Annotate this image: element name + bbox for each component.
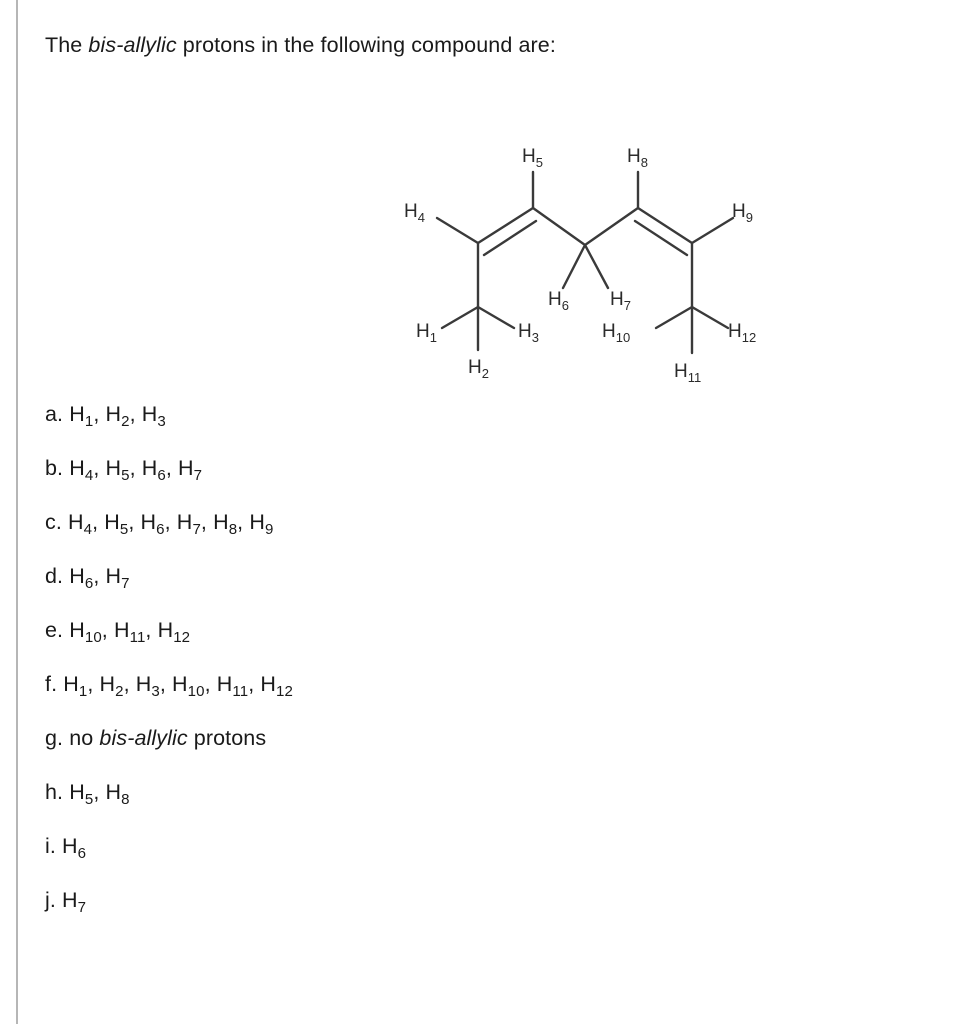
atom-sub-h9: 9 <box>745 210 753 225</box>
atom-label-h8: $H_8$ <box>627 146 648 170</box>
answer-option-a[interactable] <box>45 404 905 458</box>
bond-h3 <box>478 307 514 328</box>
answer-option-text: h. $H_5$, $H_8$ <box>45 780 130 808</box>
atom-label-h6: $H_6$ <box>548 289 569 313</box>
question-prompt <box>45 32 556 59</box>
bond-h9 <box>692 218 733 243</box>
atom-label-h1: $H_1$ <box>416 321 437 345</box>
atom-sub-h5: 5 <box>535 155 543 170</box>
answer-option-text: a. $H_1$, $H_2$, $H_3$ <box>45 402 166 430</box>
atom-sub-h10: 10 <box>615 330 631 345</box>
atom-sub-h2: 2 <box>481 366 489 381</box>
atom-label-h9: $H_9$ <box>732 201 753 225</box>
answer-option-text: d. $H_6$, $H_7$ <box>45 564 130 592</box>
answer-option-f[interactable] <box>45 674 905 728</box>
atom-label-h3: $H_3$ <box>518 321 539 345</box>
atom-label-h11: $H_{11}$ <box>674 361 702 385</box>
compound-structure-figure <box>380 125 780 395</box>
answer-option-text: c. $H_4$, $H_5$, $H_6$, $H_7$, $H_8$, $H_9$ <box>45 510 274 538</box>
answer-option-b[interactable] <box>45 458 905 512</box>
answer-option-h[interactable] <box>45 782 905 836</box>
atom-label-h12: $H_{12}$ <box>728 321 757 345</box>
answer-option-text: e. $H_{10}$, $H_{11}$, $H_{12}$ <box>45 618 191 646</box>
atom-label-h7: $H_7$ <box>610 289 631 313</box>
atom-labels <box>404 146 756 385</box>
atom-label-h4: $H_4$ <box>404 201 425 225</box>
bond-h12 <box>692 307 728 328</box>
bond-h7 <box>585 245 608 288</box>
structure-svg <box>380 125 780 395</box>
atom-sub-h3: 3 <box>531 330 539 345</box>
atom-sub-h4: 4 <box>417 210 425 225</box>
bond-h1 <box>442 307 478 328</box>
atom-sub-h8: 8 <box>640 155 648 170</box>
bond-c3-ch2 <box>533 208 585 245</box>
answer-option-text: i. $H_6$ <box>45 834 87 862</box>
answer-option-i[interactable] <box>45 836 905 890</box>
answer-option-c[interactable] <box>45 512 905 566</box>
bond-double-right-inner <box>635 221 687 255</box>
bond-h6 <box>563 245 585 288</box>
atom-label-h10: $H_{10}$ <box>602 321 631 345</box>
answer-option-text: g. no bis-allylic protons <box>45 726 267 750</box>
prompt-suffix: protons in the following compound are: <box>176 33 556 57</box>
answer-option-e[interactable] <box>45 620 905 674</box>
bond-double-right-outer <box>638 208 692 243</box>
atom-label-h5: $H_5$ <box>522 146 543 170</box>
atom-sub-h12: 12 <box>741 330 757 345</box>
prompt-prefix: The <box>45 33 89 57</box>
atom-sub-h1: 1 <box>429 330 437 345</box>
bond-double-left-outer <box>478 208 533 243</box>
atom-sub-h7: 7 <box>623 298 631 313</box>
answer-option-d[interactable] <box>45 566 905 620</box>
bond-ch2-c5 <box>585 208 638 245</box>
answer-option-text: f. $H_1$, $H_2$, $H_3$, $H_{10}$, $H_{11}$, $H_{12}$ <box>45 672 293 700</box>
answer-option-j[interactable] <box>45 890 905 944</box>
bond-h10 <box>656 307 692 328</box>
atom-label-h2: $H_2$ <box>468 357 489 381</box>
bond-lines <box>437 172 733 353</box>
atom-sub-h6: 6 <box>561 298 569 313</box>
answer-option-text: b. $H_4$, $H_5$, $H_6$, $H_7$ <box>45 456 203 484</box>
answer-option-text: j. $H_7$ <box>45 888 87 916</box>
bond-h4 <box>437 218 478 243</box>
answer-option-g[interactable] <box>45 728 905 782</box>
atom-sub-h11: 11 <box>687 370 702 385</box>
prompt-emphasis: bis-allylic <box>88 33 177 57</box>
bond-double-left-inner <box>484 221 536 255</box>
answer-options-list <box>45 404 905 944</box>
